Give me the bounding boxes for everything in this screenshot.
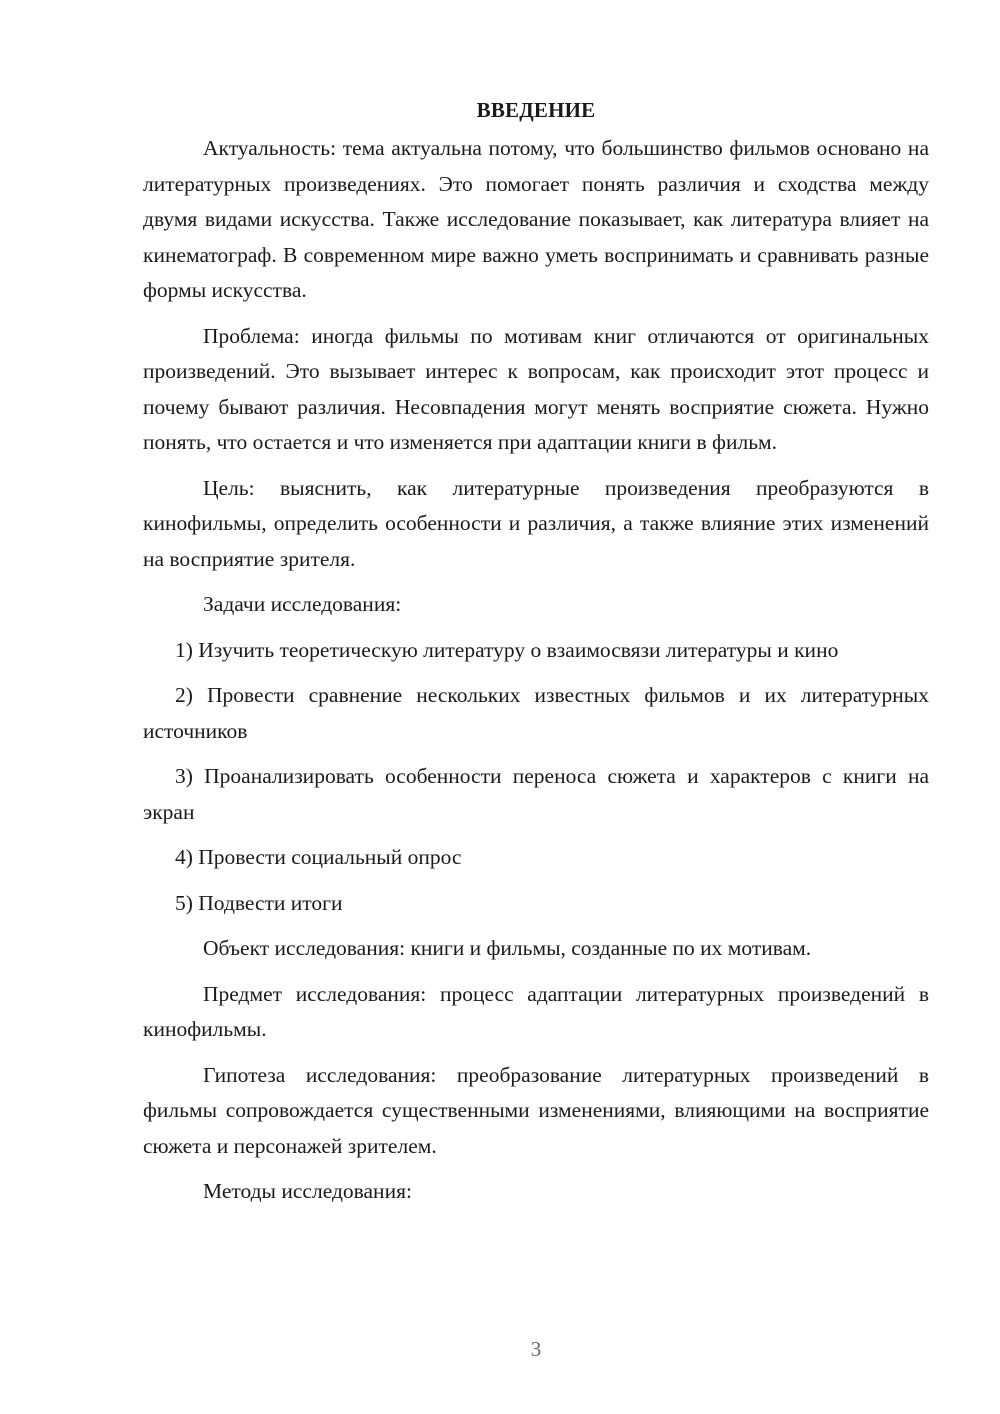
paragraph-goal: Цель: выяснить, как литературные произведения преобразуются в кинофильмы, определить особенности и различия, а также влияние этих изменений на восприятие зрителя. [143,475,929,571]
section-title: ВВЕДЕНИЕ [476,98,596,122]
task-item-4: 4) Провести социальный опрос [175,845,462,869]
paragraph-object: Объект исследования: книги и фильмы, созданные по их мотивам. [203,936,812,960]
paragraph-hypothesis: Гипотеза исследования: преобразование литературных произведений в фильмы сопровождается существенными изменениями, влияющими на восприятие сюжета и персонажей зрителем. [143,1062,929,1158]
task-item-2: 2) Провести сравнение нескольких известных фильмов и их литературных источников [143,683,929,743]
paragraph-tasks-heading: Задачи исследования: [203,592,402,616]
paragraph-methods-heading: Методы исследования: [203,1179,412,1203]
paragraph-subject: Предмет исследования: процесс адаптации литературных произведений в кинофильмы. [143,981,929,1041]
task-item-3: 3) Проанализировать особенности переноса сюжета и характеров с книги на экран [143,764,929,824]
task-item-1: 1) Изучить теоретическую литературу о взаимосвязи литературы и кино [175,637,839,662]
task-item-5: 5) Подвести итоги [175,890,343,915]
page-number: 3 [530,1337,542,1361]
page-content [143,93,929,1220]
paragraph-relevance: Актуальность: тема актуальна потому, что большинство фильмов основано на литературных произведениях. Это помогает понять различия и сходства между двумя видами искусства. Также исследование показывает, как литература влияет на кинематограф. В современном мире важно уметь воспринимать и сравнивать разные формы искусства. [143,136,929,302]
paragraph-problem: Проблема: иногда фильмы по мотивам книг отличаются от оригинальных произведений. Это вызывает интерес к вопросам, как происходит этот процесс и почему бывают различия. Несовпадения могут менять восприятие сюжета. Нужно понять, что остается и что изменяется при адаптации книги в фильм. [143,323,929,454]
